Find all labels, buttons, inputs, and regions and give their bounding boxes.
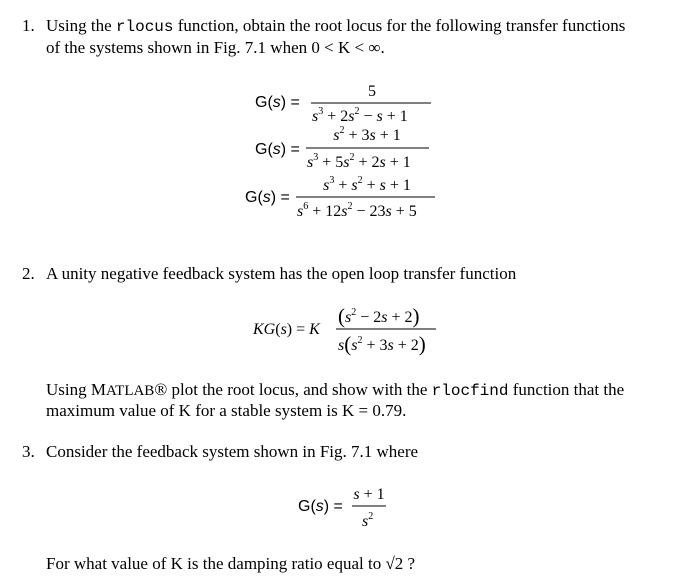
rlocus-code: rlocus [115, 18, 174, 36]
problem-1-number: 1. [22, 16, 35, 35]
rlocfind-code: rlocfind [431, 382, 509, 400]
problem-1-line-1-end: function, obtain the root locus for the following transfer functions [173, 16, 626, 35]
problem-1-line-1 [46, 16, 625, 37]
equation-3-numerator: s + 1 [353, 486, 385, 503]
equation-2 [253, 305, 453, 359]
equation-1a [255, 82, 435, 130]
problem-3-question: For what value of K is the damping ratio equal to √2 ? [46, 554, 416, 573]
equation-1c-denominator: $s^6 + 12s^2 - 23s + 5$ [297, 201, 417, 220]
matlab-brand: ATLAB [105, 383, 155, 399]
problem-2-paragraph-line-2: maximum value of K for a stable system is K = 0.79. [46, 401, 407, 420]
equation-1b-denominator: $s^3 + 5s^2 + 2s + 1$ [307, 152, 411, 171]
equation-2-denominator: $s(s^2 + 3s + 2)$ [338, 332, 426, 356]
problem-2-paragraph-line-1 [46, 380, 624, 401]
equation-1c [245, 174, 445, 222]
equation-1c-numerator: $s^3 + s^2 + s + 1$ [323, 175, 411, 194]
problem-1-line-2: of the systems shown in Fig. 7.1 when 0 < K < ∞. [46, 38, 385, 57]
equation-3-lhs: G(s) = [298, 498, 343, 515]
problem-3-number: 3. [22, 442, 35, 461]
equation-1b-numerator: $s^2 + 3s + 1$ [333, 125, 401, 144]
equation-2-numerator: $(s^2 - 2s + 2)$ [338, 304, 420, 328]
problem-1-line-1-start: Using the [46, 16, 116, 35]
problem-2-para-mid: plot the root locus, and show with the [167, 380, 432, 399]
equation-1c-lhs: G(s) = [245, 189, 290, 206]
equation-1a-lhs: G(s) = [255, 94, 300, 111]
equation-1a-denominator: $s^3 + 2s^2 - s + 1$ [312, 106, 408, 125]
problem-2-para-end: function that the [508, 380, 625, 399]
problem-2-para-start: Using M [46, 380, 106, 399]
equation-1b [255, 126, 440, 174]
equation-1a-numerator: 5 [368, 83, 376, 100]
equation-1b-lhs: G(s) = [255, 141, 300, 158]
equation-3-denominator: $s^2$ [362, 511, 374, 530]
problem-2-number: 2. [22, 264, 35, 283]
registered-mark: ® [154, 380, 168, 399]
equation-3 [298, 484, 398, 534]
problem-2-line-1: A unity negative feedback system has the open loop transfer function [46, 264, 517, 283]
problem-3-line-1: Consider the feedback system shown in Fig. 7.1 where [46, 442, 419, 461]
equation-2-lhs: KG(s) = K [253, 321, 320, 338]
